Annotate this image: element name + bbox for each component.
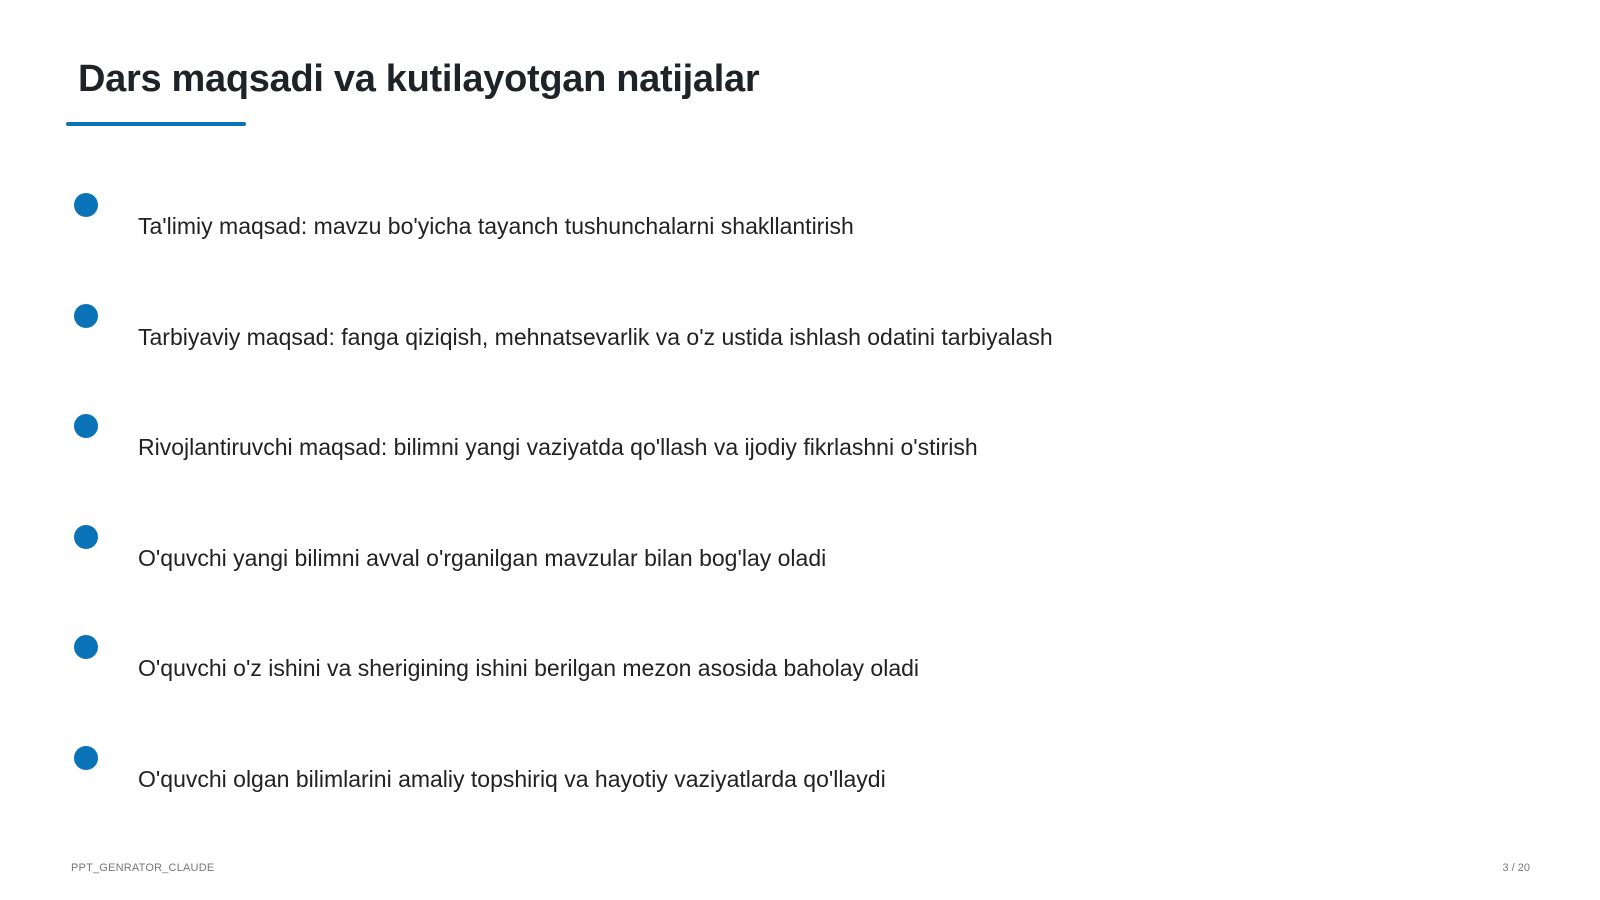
bullet-text: O'quvchi o'z ishini va sherigining ishini berilgan mezon asosida baholay oladi — [138, 655, 920, 681]
page-number: 3 / 20 — [1502, 862, 1530, 874]
bullet-text: Ta'limiy maqsad: mavzu bo'yicha tayanch tushunchalarni shakllantirish — [138, 213, 854, 239]
title-underline — [66, 122, 246, 126]
bullet-text: O'quvchi yangi bilimni avval o'rganilgan mavzular bilan bog'lay oladi — [138, 545, 827, 571]
bullet-dot-icon — [74, 525, 98, 549]
footer-source: PPT_GENRATOR_CLAUDE — [71, 862, 215, 874]
bullet-text: O'quvchi olgan bilimlarini amaliy topshiriq va hayotiy vaziyatlarda qo'llaydi — [138, 766, 886, 792]
bullet-text: Rivojlantiruvchi maqsad: bilimni yangi vaziyatda qo'llash va ijodiy fikrlashni o'stirish — [138, 434, 978, 460]
bullet-item — [0, 414, 1600, 474]
slide-title: Dars maqsadi va kutilayotgan natijalar — [78, 58, 760, 100]
bullet-item — [0, 635, 1600, 695]
bullet-dot-icon — [74, 304, 98, 328]
bullet-dot-icon — [74, 414, 98, 438]
bullet-item — [0, 525, 1600, 585]
bullet-dot-icon — [74, 746, 98, 770]
bullet-dot-icon — [74, 635, 98, 659]
bullet-text: Tarbiyaviy maqsad: fanga qiziqish, mehnatsevarlik va o'z ustida ishlash odatini tarbiyalash — [138, 324, 1053, 350]
bullet-dot-icon — [74, 193, 98, 217]
bullet-item — [0, 746, 1600, 806]
bullet-item — [0, 304, 1600, 364]
bullet-item — [0, 193, 1600, 253]
